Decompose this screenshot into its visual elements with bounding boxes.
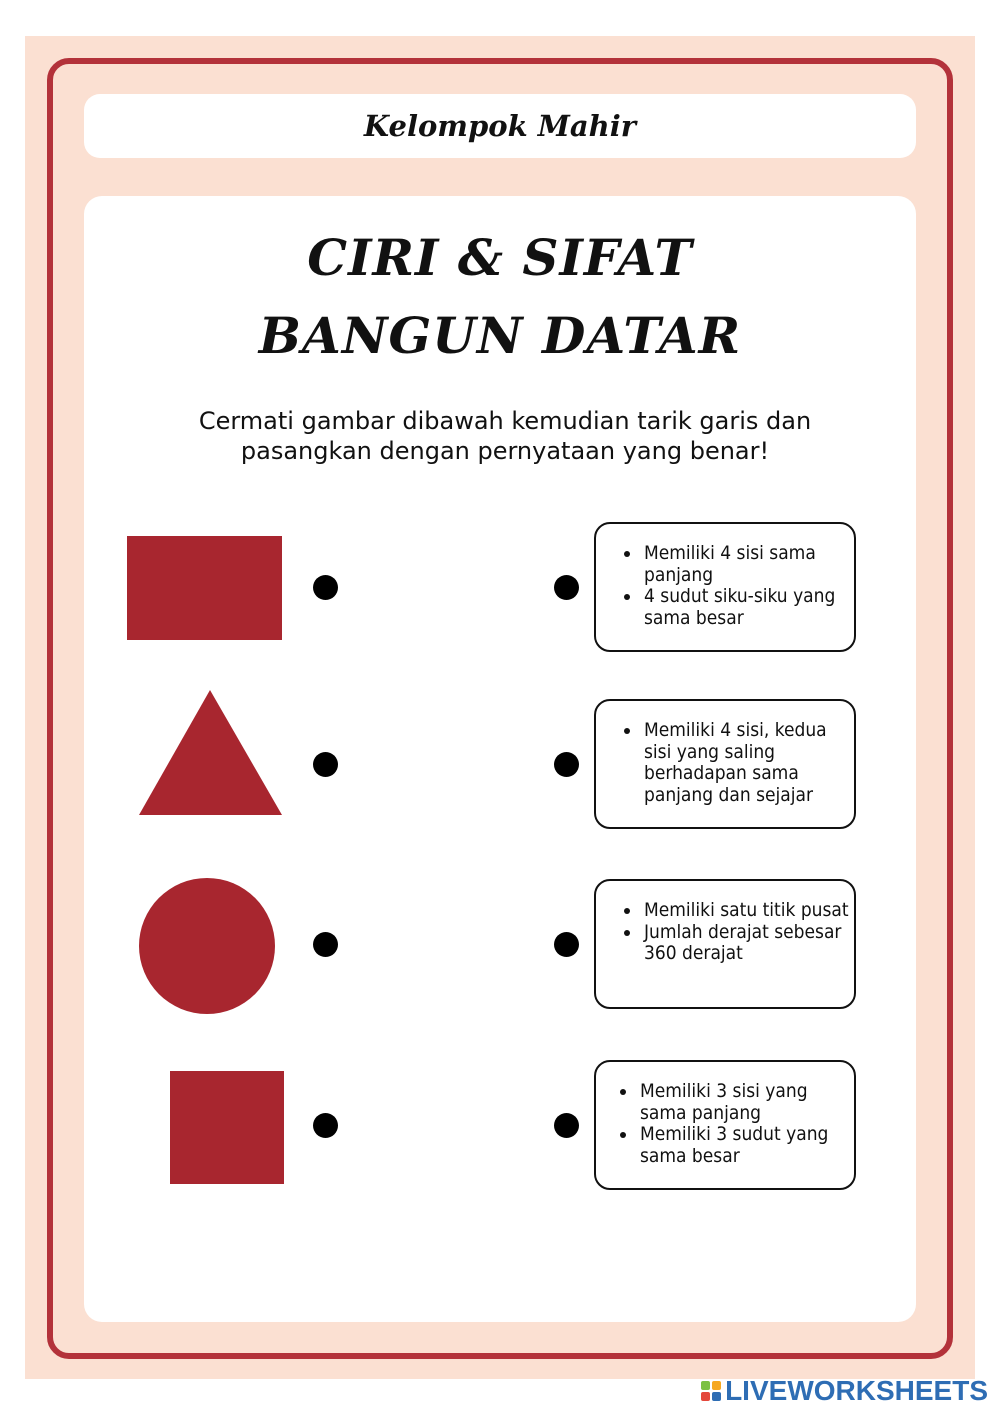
left-connector-dot-1[interactable]	[313, 575, 338, 600]
statement-card-3	[594, 879, 856, 1009]
statement-item: • Memiliki 3 sisi yang sama panjang	[638, 1081, 854, 1124]
triangle-icon	[139, 690, 282, 815]
left-connector-dot-3[interactable]	[313, 932, 338, 957]
statement-item: • Memiliki 4 sisi sama panjang	[642, 543, 854, 586]
group-title: Kelompok Mahir	[363, 109, 637, 143]
right-connector-dot-4[interactable]	[554, 1113, 579, 1138]
statement-card-4	[594, 1060, 856, 1190]
statement-item: • Jumlah derajat sebesar 360 derajat	[642, 922, 854, 965]
left-connector-dot-2[interactable]	[313, 752, 338, 777]
right-connector-dot-1[interactable]	[554, 575, 579, 600]
left-connector-dot-4[interactable]	[313, 1113, 338, 1138]
header-card	[84, 94, 916, 158]
statement-card-2	[594, 699, 856, 829]
circle-icon	[139, 878, 275, 1014]
liveworksheets-logo	[701, 1374, 988, 1408]
right-connector-dot-3[interactable]	[554, 932, 579, 957]
statement-item: • Memiliki 3 sudut yang sama besar	[638, 1124, 854, 1167]
statement-item: • Memiliki satu titik pusat	[642, 900, 854, 922]
square-icon	[170, 1071, 284, 1184]
statement-item: • Memiliki 4 sisi, kedua sisi yang saling berhadapan sama panjang dan sejajar	[642, 720, 854, 806]
brand-name: LIVEWORKSHEETS	[725, 1375, 988, 1406]
rectangle-icon	[127, 536, 282, 640]
statement-item: • 4 sudut siku-siku yang sama besar	[642, 586, 854, 629]
statement-card-1	[594, 522, 856, 652]
page-title-line-2: BANGUN DATAR	[258, 306, 742, 365]
page-title-line-1: CIRI & SIFAT	[307, 228, 693, 287]
liveworksheets-logo-icon	[701, 1381, 721, 1401]
instruction-text: Cermati gambar dibawah kemudian tarik garis dan pasangkan dengan pernyataan yang benar!	[198, 407, 812, 465]
right-connector-dot-2[interactable]	[554, 752, 579, 777]
